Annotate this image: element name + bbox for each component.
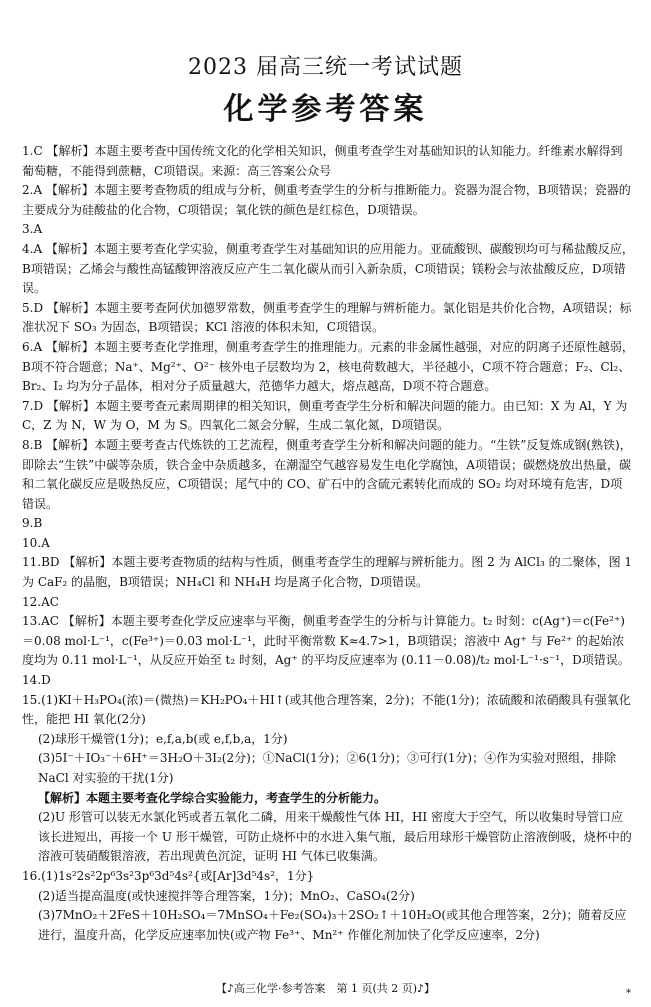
answer-item-4: 4.A 【解析】本题主要考查化学实验，侧重考查学生对基础知识的应用能力。亚硫酸钡、碳酸钡均可与稀盐酸反应，B项错误；乙烯会与酸性高锰酸钾溶液反应产生二氧化碳从而引入新杂质，C项错误；镁粉会与浓盐酸反应，D项错误。 (22, 241, 634, 296)
answer-item-8: 8.B 【解析】本题主要考查古代炼铁的工艺流程，侧重考查学生分析和解决问题的能力。“生铁”反复炼成钢(熟铁)，即除去“生铁”中碳等杂质，铁合金中杂质越多，在潮湿空气越容易发生电化学腐蚀，A项错误；碳燃烧放出热量，碳和二氧化碳反应是吸热反应，C项错误；尾气中的 CO、矿石中的含硫元素转化而成的 SO₂ 均对环境有危害，D项错误。 (22, 437, 632, 511)
answer-item-6: 6.A 【解析】本题主要考查化学推理，侧重考查学生的推理能力。元素的非金属性越强，对应的阴离子还原性越弱，B项不符合题意；Na⁺、Mg²⁺、O²⁻ 核外电子层数均为 2，核电荷数越大，半径越小，C项不符合题意；F₂、Cl₂、Br₂、I₂ 均为分子晶体，相对分子质量越大，范德华力越大，熔点越高，D项不符合题意。 (22, 339, 634, 394)
answer-item-2: 2.A 【解析】本题主要考查物质的组成与分析，侧重考查学生的分析与推断能力。瓷器为混合物，B项错误；瓷器的主要成分为硅酸盐的化合物，C项错误；氧化铁的颜色是红棕色，D项错误。 (22, 183, 631, 217)
answer-item-14: 14.D (22, 673, 51, 688)
answer-item-13: 13.AC 【解析】本题主要考查化学反应速率与平衡，侧重考查学生的分析与计算能力。t₂ 时刻：c(Ag⁺)＝c(Fe²⁺)＝0.08 mol·L⁻¹，c(Fe³⁺)＝0.03 mol·L⁻¹，此时平衡常数 K≈4.7>1，B项错误；溶液中 Ag⁺ 与 Fe²⁺ 的起始浓度均为 0.11 mol·L⁻¹，从反应开始至 t₂ 时刻，Ag⁺ 的平均反应速率为 (0.11－0.08)/t₂ mol·L⁻¹·s⁻¹，D项错误。 (22, 614, 630, 668)
answer-title: 化学参考答案 (223, 92, 428, 127)
answer-item-15-part2: (2)球形干燥管(1分)；e,f,a,b(或 e,f,b,a，1分) (38, 731, 288, 746)
answer-item-15-analysis-2: (2)U 形管可以装无水氯化钙或者五氧化二磷，用来干燥酸性气体 HI，HI 密度大于空气，所以收集时导管口应该长进短出，再接一个 U 形干燥管，可防止烧杯中的水进入集气瓶，最后用球形干燥管防止溶液倒吸，烧杯中的溶液可装硝酸银溶液，若出现黄色沉淀，证明 HI 气体已收集满。 (38, 810, 632, 864)
answer-item-5: 5.D 【解析】本题主要考查阿伏加德罗常数，侧重考查学生的理解与辨析能力。氯化铝是共价化合物，A项错误；标准状况下 SO₃ 为固态，B项错误；KCl 溶液的体积未知，C项错误。 (22, 300, 632, 335)
answer-body (22, 142, 634, 945)
answer-item-15-part3: (3)5I⁻＋IO₃⁻＋6H⁺＝3H₂O＋3I₂(2分)；①NaCl(1分)；②6(1分)；③可行(1分)；④作为实验对照组，排除 NaCl 对实验的干扰(1分) (38, 751, 617, 785)
answer-item-12: 12.AC (22, 594, 59, 609)
answer-item-16-part3: (3)7MnO₂＋2FeS＋10H₂SO₄＝7MnSO₄＋Fe₂(SO₄)₃＋2SO₂↑＋10H₂O(或其他合理答案，2分)；随着反应进行，温度升高，化学反应速率加快(或产物 Fe³⁺、Mn²⁺ 作催化剂加快了化学反应速率，2分) (38, 908, 627, 942)
answer-item-10: 10.A (22, 535, 50, 550)
answer-item-11: 11.BD 【解析】本题主要考查物质的结构与性质，侧重考查学生的理解与辨析能力。图 2 为 AlCl₃ 的二聚体，图 1 为 CaF₂ 的晶胞，B项错误；NH₄Cl 和 NH₄H 均是离子化合物，D项错误。 (22, 555, 633, 590)
answer-item-16-part2: (2)适当提高温度(或快速搅拌等合理答案，1分)；MnO₂、CaSO₄(2分) (38, 888, 415, 903)
answer-item-15-part1: 15.(1)KI＋H₃PO₄(浓)＝(微热)＝KH₂PO₄＋HI↑(或其他合理答案，2分)；不能(1分)；浓硫酸和浓硝酸具有强氧化性，能把 HI 氧化(2分) (22, 692, 631, 727)
exam-title: 2023 届高三统一考试试题 (188, 55, 463, 80)
answer-item-9: 9.B (22, 516, 43, 531)
page-footer: 【♪高三化学·参考答案 第 1 页(共 2 页)♪】 (215, 982, 436, 995)
answer-item-1: 1.C 【解析】本题主要考查中国传统文化的化学相关知识，侧重考查学生对基础知识的认知能力。纤维素水解得到葡萄糖，不能得到蔗糖，C项错误。来源：高三答案公众号 (22, 144, 623, 178)
answer-item-3: 3.A (22, 222, 43, 237)
answer-item-15-analysis: 【解析】本题主要考查化学综合实验能力，考查学生的分析能力。 (38, 790, 387, 805)
answer-item-16-part1: 16.(1)1s²2s²2p⁶3s²3p⁶3d⁵4s²{或[Ar]3d⁵4s²，1分} (22, 868, 315, 883)
answer-item-7: 7.D 【解析】本题主要考查元素周期律的相关知识，侧重考查学生分析和解决问题的能力。由已知：X 为 Al，Y 为 C，Z 为 N，W 为 O，M 为 S。四氧化二氮会分解，生成二氧化氮，D项错误。 (22, 398, 628, 433)
footer-mark: * (626, 988, 631, 999)
